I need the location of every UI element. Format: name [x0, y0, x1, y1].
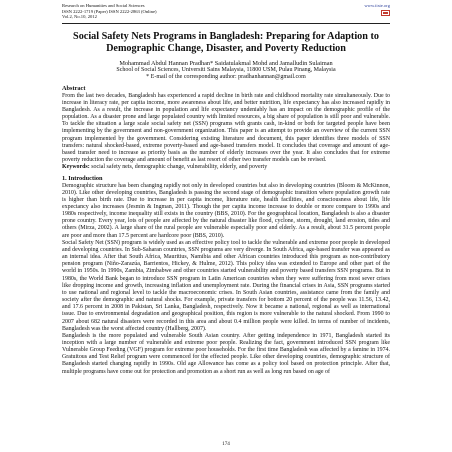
journal-header [62, 3, 390, 21]
header-rule [62, 23, 390, 24]
keywords [62, 164, 390, 171]
author-list: Mohammad Abdul Hannan Pradhan* Saidatulakmal Mohd and Jamalludin Sulaiman [119, 60, 333, 67]
abstract-heading: Abstract [62, 85, 86, 93]
introduction-paragraph-3: Bangladesh is the more populated and vulnerable South Asian country. After getting independence in 1971, Bangladesh started its inception with a large number of vulnerable and extreme poor people. Realizing the fact, government introduced SSN program like Vulnerable Group Feeding (VGF) program for extreme poor households. For the first time Bangladesh was affected by a famine in 1974. Gratuitous and Test Relief program were commenced for the effected people. Like other developing countries, demographic structure of Bangladesh started changing rapidly in 1990s. Old age Allowance has come as a policy tool based on protection principle. After that, multiple programs have come out for protection and promotion as a short run as well as long run based on age of [62, 332, 390, 375]
journal-volume: Vol.2, No.10, 2012 [62, 14, 97, 20]
journal-site [364, 3, 390, 16]
introduction-paragraph-1: Demographic structure has been changing rapidly not only in developed countries but also in developing countries (Bloom & McKinnon, 2010). Like other developing countries, Bangladesh is passing the second stage of demographic transition where population growth rate is higher than birth rate. Due to increase in per capita income, literature rate, health facilities, and consciousness about life, life expectancy also increases (Jesmin & Ingman, 2011). Though the per capita income increase to double or more compare to 1990s and 1980s respectively, income inequality still exists in the country (BBS, 2010). For the geographical location, Bangladesh is also a disaster prone country. Every year, lots of people are affected by the natural disaster like flood, cyclone, storm, drought, land erosion, tides and others (Mirza, 2002). A large share of the rural people are vulnerable especially poor and elderly. As a result, about 31.5 percent people are poor and more than 17.5 percent are hardcore poor (BBS, 2010). [62, 182, 390, 239]
journal-info [62, 3, 157, 20]
keywords-text: social safety nets, demographic change, vulnerability, elderly, and poverty [89, 164, 268, 171]
abstract-text: From the last two decades, Bangladesh has experienced a rapid decline in birth rate and childhood mortality rate simultaneously. Due to increase in literacy rate, per capita income, more awareness about life, and better nutrition, life expectancy has also increased rapidly in Bangladesh. As a result, the increase in population and life expectancy undeniably has an impact on the demographic profile of the population. As a disaster prone and large populated country with limited resources, a big share of population is still poor and vulnerable. To tackle the situation a large scale social safety net (SSN) programs with grants cash, in-kind or both for targeted people have been implementing by the government and non-government organization. This paper is an attempt to provide an overview of the current SSN program implemented by the government. Considering existing literature and document, this paper identifies three models of SSN transfers: natural shocked-based, extreme poverty-based and age-based transfers model. It concludes that coverage and amount of age-based transfer need to increase as priority basis as the number of elderly increases over the year. It also concludes that for extreme poverty reduction the coverage and amount of benefit as last resort of other two transfer models can be revised. [62, 92, 390, 164]
introduction-heading: 1. Introduction [62, 175, 103, 183]
page-number: 174 [222, 441, 230, 447]
journal-issn: ISSN 2222-1719 (Paper) ISSN 2222-2863 (Online) [62, 8, 157, 14]
journal-name: Research on Humanities and Social Sciences [62, 3, 145, 8]
iiste-logo-icon [381, 10, 390, 16]
paper-title: Social Safety Nets Programs in Bangladesh: Preparing for Adaption to Demographic Change, Disaster, and Poverty Reduction [73, 31, 379, 54]
keywords-label: Keywords: [62, 164, 90, 171]
author-affiliation: School of Social Sciences, Universiti Sains Malaysia, 11800 USM, Pulau Pinang, Malaysia [116, 67, 336, 74]
corresponding-email: * E-mail of the corresponding author: pradhanhannan@gmail.com [146, 74, 306, 81]
introduction-paragraph-2: Social Safety Net (SSN) program is widely used as an effective policy tool to tackle the vulnerable and extreme poor people in developed and developing countries. In Sub-Saharan countries, SSN programs are very diverge. In South Africa, age-based transfer was appeared as an internal idea. After that South Africa, Mauritius, Namibia and other African countries introduced this program as non-contributory pension program (Niño-Zarazúa, Barrientos, Hickey, & Hulme, 2012). This policy idea was extended to Europe and other part of the world in 1950s. In 1990s, Zambia, Zimbabwe and other countries started vulnerability and poverty based transfers SSN programs. But in 1980s, the World Bank began to introduce SSN program in Latin American countries when they were suffering from most sever crises like dropping income and growth, increasing inflation and unemployment rate. During the financial crises in Asia, SSN programs started to use national and regional level to tackle the macroeconomic crises. In South Asian countries, assistance came from the family and society after the demographic and natural shocks. For example, private transfers for bottom 20 percent of the people was 11.56, 13.42, and 17.6 percent in 2008 in Pakistan, Sri Lanka, Bangladesh, respectively. Now it became a national, regional as well as international issue. Due to environmental degradation and geographical position, this region is more vulnerable to the natural shocked. From 1990 to 2007 about 682 natural disasters were recorded in this area and about 0.4 million people were killed. In terms of number of incidents, Bangladesh was the worst affected country (Hallberg, 2007). [62, 239, 390, 332]
journal-website-link[interactable]: www.iiste.org [364, 3, 390, 8]
